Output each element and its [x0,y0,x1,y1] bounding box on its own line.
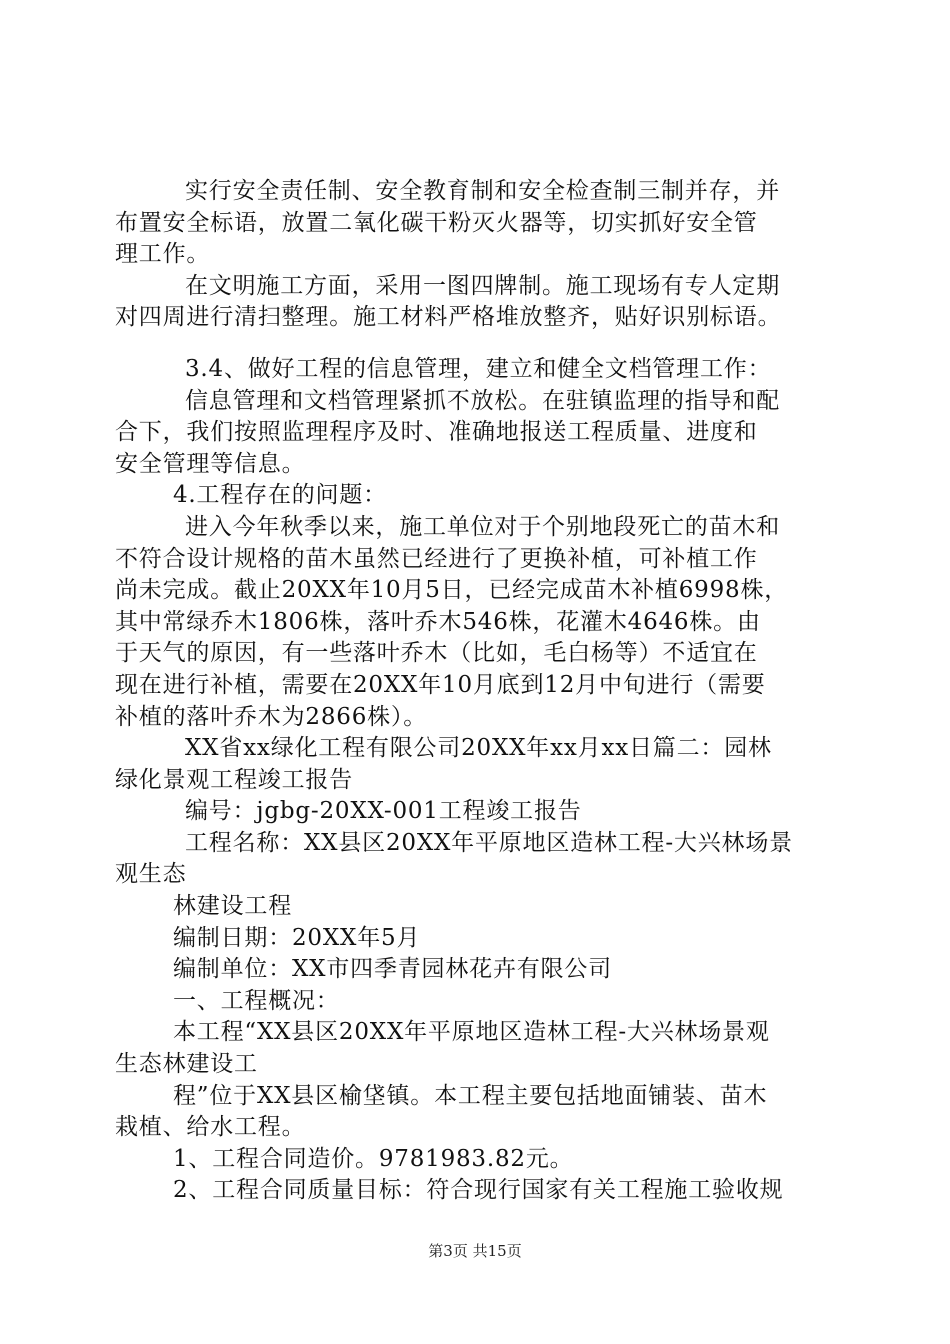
page-number-footer: 第3页 共15页 [428,1242,522,1260]
section-heading: 3.4、做好工程的信息管理，建立和健全文档管理工作： [185,355,772,382]
text-line: 于天气的原因，有一些落叶乔木（比如，毛白杨等）不适宜在 [115,640,758,667]
section-heading: 一、工程概况： [173,987,340,1014]
text-line: 编制日期：20XX年5月 [173,924,421,951]
text-line: XX省xx绿化工程有限公司20XX年xx月xx日篇二：园林 [185,735,772,762]
text-line: 现在进行补植，需要在20XX年10月底到12月中旬进行（需要 [115,671,766,698]
text-line: 在文明施工方面，采用一图四牌制。施工现场有专人定期 [185,272,780,299]
text-line: 编号：jgbg-20XX-001工程竣工报告 [185,798,582,825]
text-line: 绿化景观工程竣工报告 [115,766,353,793]
section-heading: 4.工程存在的问题： [173,482,387,509]
text-line: 2、工程合同质量目标：符合现行国家有关工程施工验收规 [173,1177,784,1204]
text-line: 实行安全责任制、安全教育制和安全检查制三制并存，并 [185,178,780,204]
text-line: 其中常绿乔木1806株，落叶乔木546株，花灌木4646株。由 [115,608,761,635]
text-line: 程”位于XX县区榆垡镇。本工程主要包括地面铺装、苗木 [173,1082,768,1109]
text-line: 编制单位：XX市四季青园林花卉有限公司 [173,956,612,983]
document-body [115,176,850,1207]
text-line: 补植的落叶乔木为2866株）。 [115,703,428,730]
text-line: 1、工程合同造价。9781983.82元。 [173,1145,574,1172]
text-line: 不符合设计规格的苗木虽然已经进行了更换补植，可补植工作 [115,545,758,572]
text-line: 布置安全标语，放置二氧化碳干粉灭火器等，切实抓好安全管 [115,209,758,236]
text-line: 理工作。 [115,241,211,268]
text-line: 尚未完成。截止20XX年10月5日，已经完成苗木补植6998株， [115,577,789,604]
text-line: 对四周进行清扫整理。施工材料严格堆放整齐，贴好识别标语。 [115,304,782,331]
text-line: 栽植、给水工程。 [115,1114,306,1141]
text-line: 本工程“XX县区20XX年平原地区造林工程-大兴林场景观 [173,1019,770,1046]
text-line: 进入今年秋季以来，施工单位对于个别地段死亡的苗木和 [185,513,780,540]
text-line: 林建设工程 [173,893,292,920]
text-line: 信息管理和文档管理紧抓不放松。在驻镇监理的指导和配 [185,387,780,414]
text-line: 观生态 [115,861,187,888]
text-line: 生态林建设工 [115,1051,258,1078]
text-line: 工程名称：XX县区20XX年平原地区造林工程-大兴林场景 [185,829,793,856]
text-line: 合下，我们按照监理程序及时、准确地报送工程质量、进度和 [115,419,758,446]
text-line: 安全管理等信息。 [115,450,306,477]
